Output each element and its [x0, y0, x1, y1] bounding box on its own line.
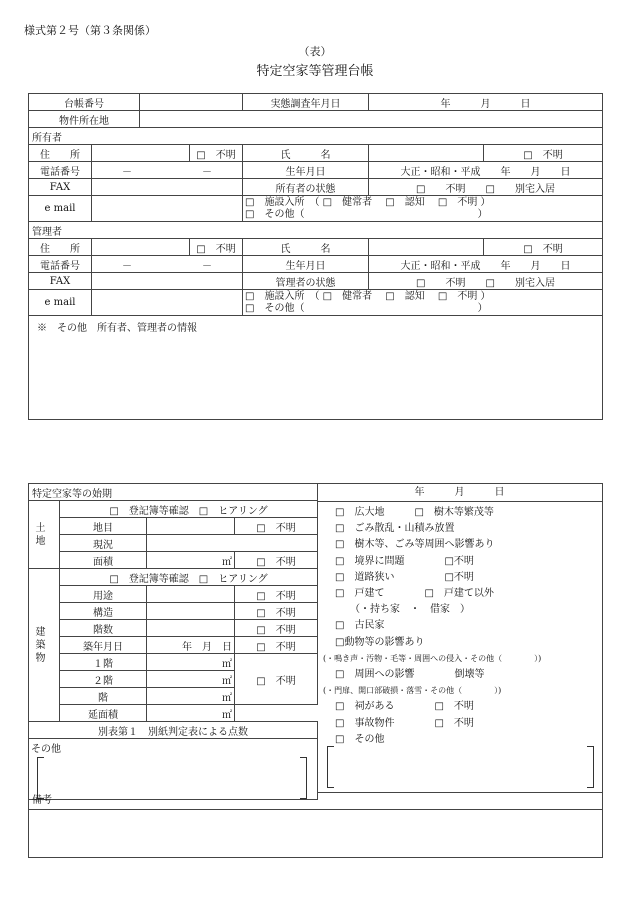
survey-date-label: 実態調査年月日 — [243, 94, 369, 111]
manager-address-unknown[interactable]: □ 不明 — [190, 239, 243, 256]
manager-name-unknown[interactable]: □ 不明 — [484, 239, 603, 256]
manager-name-field[interactable] — [369, 239, 484, 256]
survey-date-field[interactable]: 年 月 日 — [369, 94, 603, 111]
manager-email-field[interactable] — [92, 290, 243, 316]
condition-list — [317, 502, 602, 748]
owner-birth-field[interactable]: 大正・昭和・平成 年 月 日 — [369, 162, 603, 179]
owner-facility-cell[interactable] — [243, 196, 603, 222]
remarks-label: 備考 — [29, 793, 602, 810]
manager-section: 管理者 — [29, 222, 603, 239]
floor1-label: １階 — [60, 654, 147, 671]
land-row-label: 地目 — [60, 518, 147, 535]
building-row-label: 構造 — [60, 603, 147, 620]
land-registry-options[interactable]: □ 登記簿等確認 □ ヒアリング — [60, 501, 318, 518]
owner-other-line[interactable]: □ その他（ ） — [245, 209, 488, 220]
ledger-no-field[interactable] — [140, 94, 243, 111]
appendix-score: 別表第１ 別紙判定表による点数 — [29, 722, 318, 739]
manager-email-label: e mail — [29, 290, 92, 316]
manager-phone-field[interactable]: － － — [92, 256, 243, 273]
owner-address-unknown[interactable]: □ 不明 — [190, 145, 243, 162]
built-date-label: 築年月日 — [60, 637, 147, 654]
condition-item[interactable]: （・持ち家 ・ 借家 ） — [335, 604, 470, 616]
ledger-no-label: 台帳番号 — [29, 94, 140, 111]
manager-other-line[interactable]: □ その他（ ） — [245, 303, 488, 314]
other-right-bracket-close — [587, 746, 594, 788]
manager-fax-field[interactable] — [92, 273, 243, 290]
condition-item[interactable]: □ 周囲への影響 倒壊等 — [335, 669, 485, 681]
manager-facility-line[interactable]: □ 施設入所 （ □ 健常者 □ 認知 □ 不明 ） — [245, 291, 491, 302]
built-date-unknown[interactable]: □ 不明 — [235, 637, 318, 654]
start-label: 特定空家等の始期 — [29, 484, 318, 501]
other-right-bracket-open — [327, 746, 334, 788]
manager-address-field[interactable] — [92, 239, 190, 256]
page-side-label: （表） — [298, 45, 332, 58]
owner-state-label: 所有者の状態 — [243, 179, 369, 196]
floor-area-unknown[interactable]: □ 不明 — [235, 654, 318, 705]
built-date-field[interactable]: 年 月 日 — [147, 637, 235, 654]
owner-name-label: 氏 名 — [243, 145, 369, 162]
total-area-field[interactable]: ㎡ — [147, 705, 235, 722]
floor1-area-field[interactable]: ㎡ — [147, 654, 235, 671]
owner-fax-label: FAX — [29, 179, 92, 196]
building-floors-unknown[interactable]: □ 不明 — [235, 620, 318, 637]
owner-section: 所有者 — [29, 128, 603, 145]
page-title: 特定空家等管理台帳 — [256, 64, 374, 79]
floor2-label: ２階 — [60, 671, 147, 688]
owner-name-field[interactable] — [369, 145, 484, 162]
condition-item[interactable]: (・門扉、開口部破損・落雪・その他（ ）) — [323, 686, 502, 696]
land-label: 土地 — [29, 501, 60, 569]
total-area-label: 延面積 — [60, 705, 147, 722]
condition-item[interactable]: □ 古民家 — [335, 620, 385, 632]
property-location-label: 物件所在地 — [29, 111, 140, 128]
manager-state-field[interactable]: □ 不明 □ 別宅入居 — [369, 273, 603, 290]
owner-fax-field[interactable] — [92, 179, 243, 196]
manager-facility-cell[interactable] — [243, 290, 603, 316]
condition-item[interactable]: □ 祠がある □ 不明 — [335, 701, 474, 713]
owner-email-field[interactable] — [92, 196, 243, 222]
owner-name-unknown[interactable]: □ 不明 — [484, 145, 603, 162]
condition-panel — [317, 483, 603, 793]
owner-address-field[interactable] — [92, 145, 190, 162]
building-structure-field[interactable] — [147, 603, 235, 620]
start-date-field[interactable]: 年 月 日 — [317, 484, 602, 502]
land-category-field[interactable] — [147, 518, 235, 535]
building-registry-options[interactable]: □ 登記簿等確認 □ ヒアリング — [60, 569, 318, 586]
condition-item[interactable]: □ 戸建て □ 戸建て以外 — [335, 588, 494, 600]
manager-address-label: 住 所 — [29, 239, 92, 256]
condition-item[interactable]: □ ごみ散乱・山積み放置 — [335, 523, 455, 535]
owner-state-field[interactable]: □ 不明 □ 別宅入居 — [369, 179, 603, 196]
land-row-label: 面積 — [60, 552, 147, 569]
floorx-area-field[interactable]: ㎡ — [147, 688, 235, 705]
building-use-unknown[interactable]: □ 不明 — [235, 586, 318, 603]
condition-item[interactable]: □ 広大地 □ 樹木等繁茂等 — [335, 507, 494, 518]
other-left-label: その他 — [31, 744, 61, 755]
owner-phone-field[interactable]: － － — [92, 162, 243, 179]
manager-phone-label: 電話番号 — [29, 256, 92, 273]
owner-phone-label: 電話番号 — [29, 162, 92, 179]
floor2-area-field[interactable]: ㎡ — [147, 671, 235, 688]
form-number: 様式第２号（第３条関係） — [24, 24, 156, 37]
condition-item[interactable]: □ 道路狭い □不明 — [335, 571, 474, 583]
manager-birth-label: 生年月日 — [243, 256, 369, 273]
manager-state-label: 管理者の状態 — [243, 273, 369, 290]
owner-email-label: e mail — [29, 196, 92, 222]
land-area-unknown[interactable]: □ 不明 — [235, 552, 318, 569]
property-location-field[interactable] — [140, 111, 603, 128]
condition-item[interactable]: □動物等の影響あり — [335, 636, 425, 648]
building-structure-unknown[interactable]: □ 不明 — [235, 603, 318, 620]
condition-item[interactable]: (・鳴き声・汚物・毛等・周囲への侵入・その他（ ）) — [323, 653, 542, 663]
building-row-label: 用途 — [60, 586, 147, 603]
land-row-label: 現況 — [60, 535, 147, 552]
remarks-area[interactable] — [28, 793, 603, 858]
land-status-field[interactable] — [147, 535, 318, 552]
building-row-label: 階数 — [60, 620, 147, 637]
owner-manager-table — [28, 93, 603, 420]
other-info-area[interactable] — [29, 316, 603, 420]
condition-item[interactable]: □ その他 — [335, 733, 385, 745]
owner-address-label: 住 所 — [29, 145, 92, 162]
manager-name-label: 氏 名 — [243, 239, 369, 256]
building-label: 建築物 — [29, 569, 60, 722]
building-use-field[interactable] — [147, 586, 235, 603]
manager-fax-label: FAX — [29, 273, 92, 290]
condition-item[interactable]: □ 事故物件 □ 不明 — [335, 717, 474, 729]
land-area-field[interactable]: ㎡ — [147, 552, 235, 569]
owner-birth-label: 生年月日 — [243, 162, 369, 179]
other-info-label: ※ その他 所有者、管理者の情報 — [37, 323, 197, 334]
condition-item[interactable]: □ 樹木等、ごみ等周囲へ影響あり — [335, 539, 495, 551]
other-left-area[interactable] — [29, 739, 318, 800]
land-category-unknown[interactable]: □ 不明 — [235, 518, 318, 535]
land-building-table — [28, 483, 318, 800]
condition-item[interactable]: □ 境界に問題 □不明 — [335, 555, 474, 567]
manager-birth-field[interactable]: 大正・昭和・平成 年 月 日 — [369, 256, 603, 273]
owner-facility-line[interactable]: □ 施設入所 （ □ 健常者 □ 認知 □ 不明 ） — [245, 197, 491, 208]
building-floors-field[interactable] — [147, 620, 235, 637]
floorx-label: 階 — [60, 688, 147, 705]
